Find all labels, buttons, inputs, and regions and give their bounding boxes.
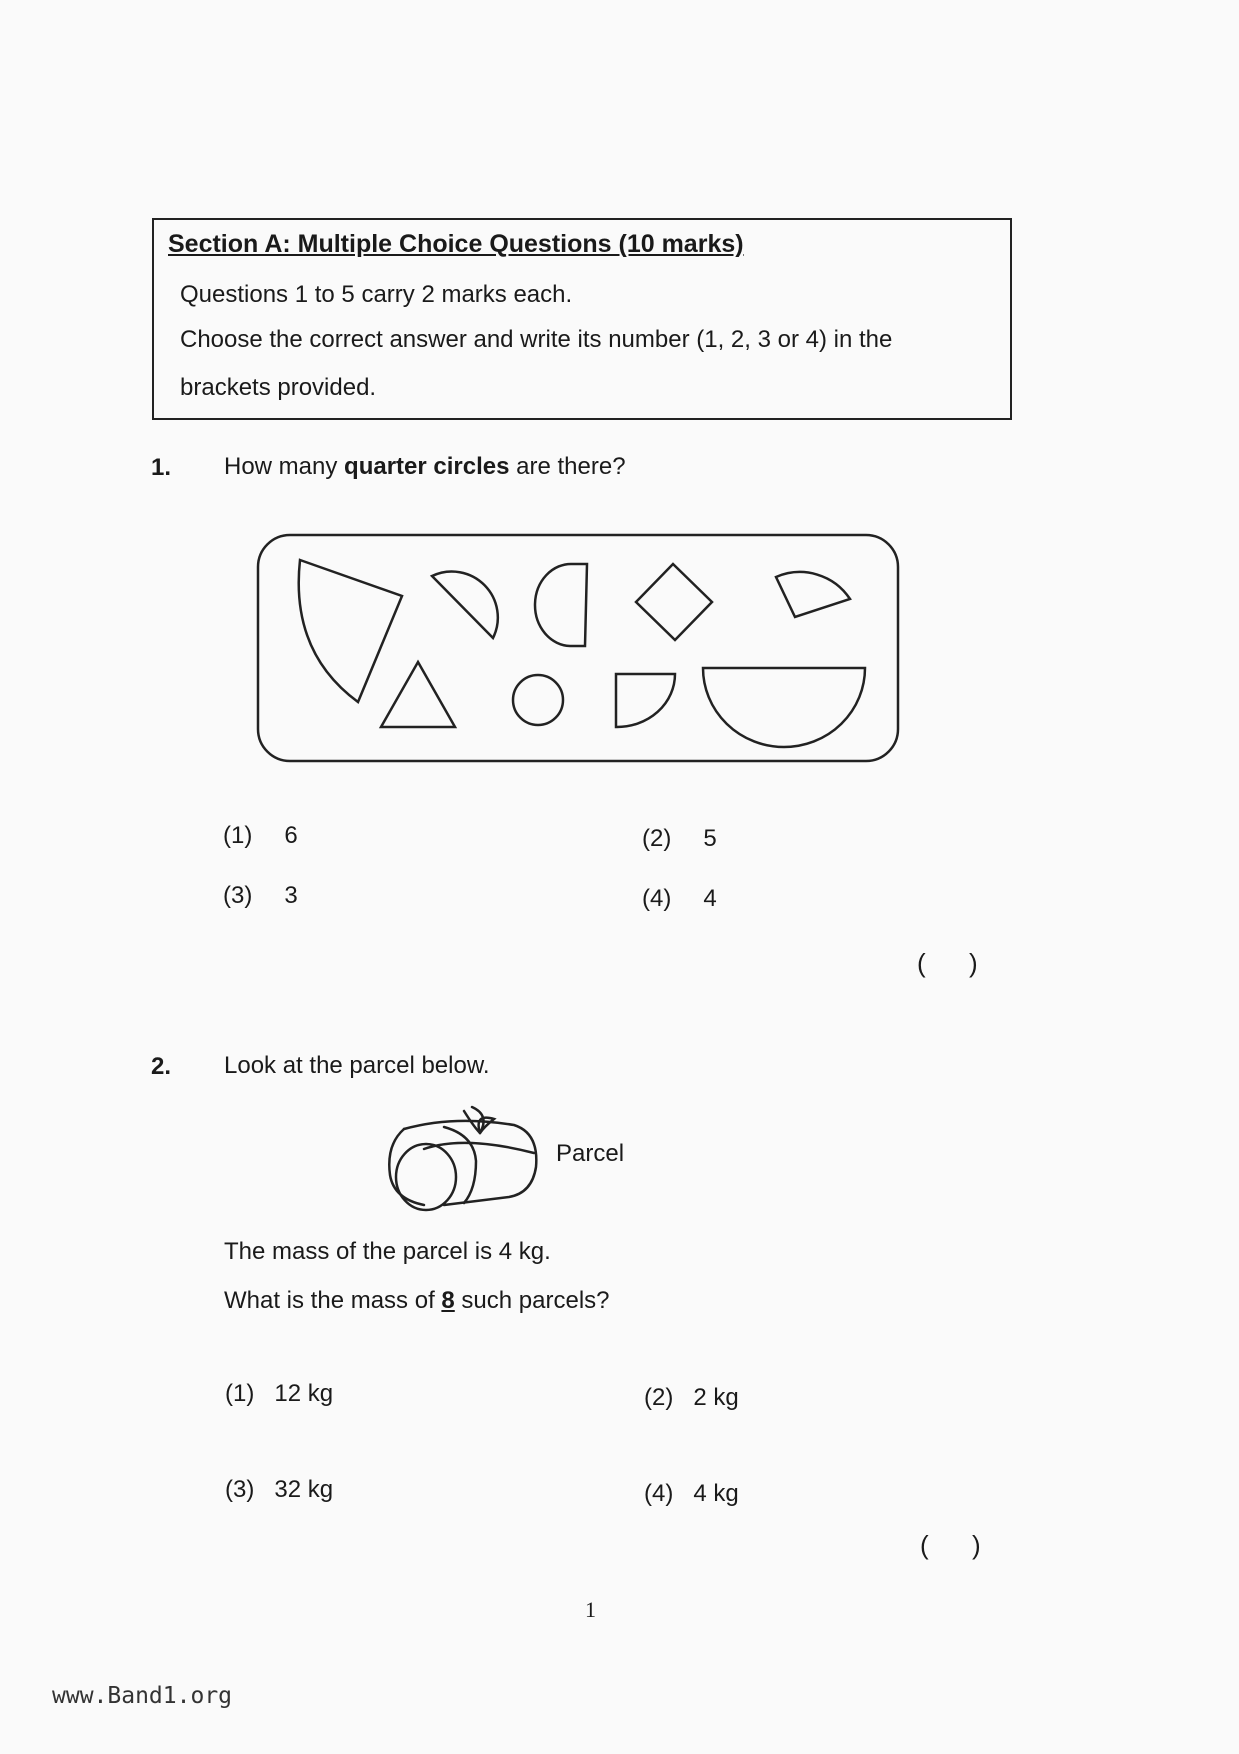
q1-option-4: (4) 4 [642,885,717,912]
page-number: 1 [585,1597,596,1622]
shapes-frame [258,535,898,761]
quarter-circle-small-right [776,572,850,617]
q1-answer-brackets[interactable]: ( ) [917,948,978,978]
q1-option-2: (2) 5 [642,825,717,852]
q1-shapes-figure [255,532,905,768]
parcel-label: Parcel [556,1140,625,1167]
q2-number: 2. [151,1053,172,1080]
q1-option-1: (1) 6 [223,822,298,849]
q1-number: 1. [151,454,172,481]
parcel-icon [384,1105,544,1220]
instruction-line-3: brackets provided. [180,374,377,401]
q1-text: How many quarter circles are there? [224,453,626,480]
q2-answer-brackets[interactable]: ( ) [920,1530,981,1560]
q2-text: Look at the parcel below. [224,1052,490,1079]
triangle [381,662,455,727]
d-shape [535,564,587,646]
footer-url: www.Band1.org [52,1683,233,1709]
quarter-circle-small-bottom [616,674,675,727]
q1-option-3: (3) 3 [223,882,298,909]
diamond [636,564,712,640]
circle [513,675,563,725]
q2-option-3: (3) 32 kg [225,1476,334,1503]
q2-line-2: What is the mass of 8 such parcels? [224,1287,610,1314]
quarter-circle-large [299,560,402,702]
semicircle-rotated [432,572,498,638]
instruction-line-1: Questions 1 to 5 carry 2 marks each. [180,281,573,308]
q2-option-1: (1) 12 kg [225,1380,334,1407]
semicircle-large [703,668,865,747]
section-title: Section A: Multiple Choice Questions (10 marks) [168,230,744,258]
q2-option-4: (4) 4 kg [644,1480,739,1507]
instruction-line-2: Choose the correct answer and write its number (1, 2, 3 or 4) in the [180,326,893,353]
q2-line-1: The mass of the parcel is 4 kg. [224,1238,551,1265]
q2-option-2: (2) 2 kg [644,1384,739,1411]
